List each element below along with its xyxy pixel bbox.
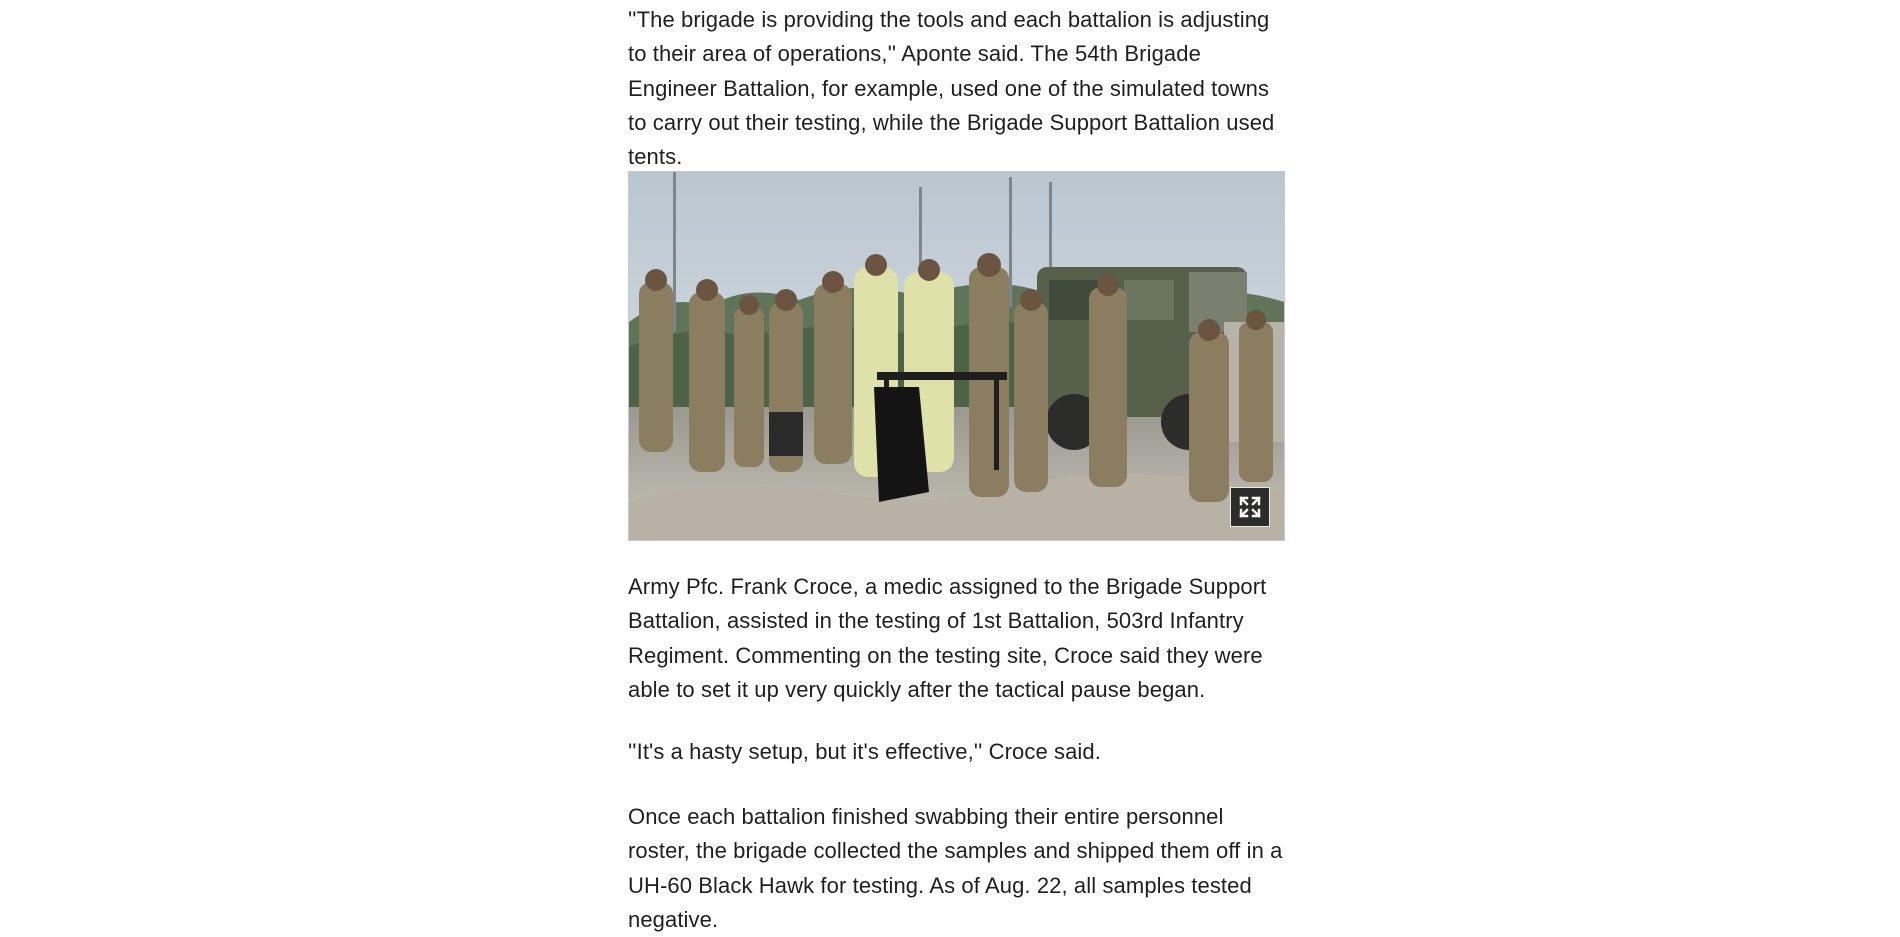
article-paragraph: ''The brigade is providing the tools and each battalion is adjusting to their area of operations,'' Aponte said. The 54th Brigade Engineer Battalion, for example, used one of the simulated towns to carry out their testing, while the Brigade Support Battalion used tents. <box>628 7 1275 170</box>
photo-soldiers-testing-site <box>629 172 1284 540</box>
article-paragraph: ''It's a hasty setup, but it's effective,'' Croce said. <box>628 739 1101 764</box>
expand-icon <box>1239 496 1261 518</box>
article-photo[interactable] <box>628 171 1285 541</box>
expand-image-button[interactable] <box>1230 487 1270 527</box>
article-paragraph: Army Pfc. Frank Croce, a medic assigned to the Brigade Support Battalion, assisted in the testing of 1st Battalion, 503rd Infantry Regiment. Commenting on the testing site, Croce said they were able to set it up very quickly after the tactical pause began. <box>628 574 1267 702</box>
article-paragraph: Once each battalion finished swabbing their entire personnel roster, the brigade collected the samples and shipped them off in a UH-60 Black Hawk for testing. As of Aug. 22, all samples tested negative. <box>628 804 1283 932</box>
